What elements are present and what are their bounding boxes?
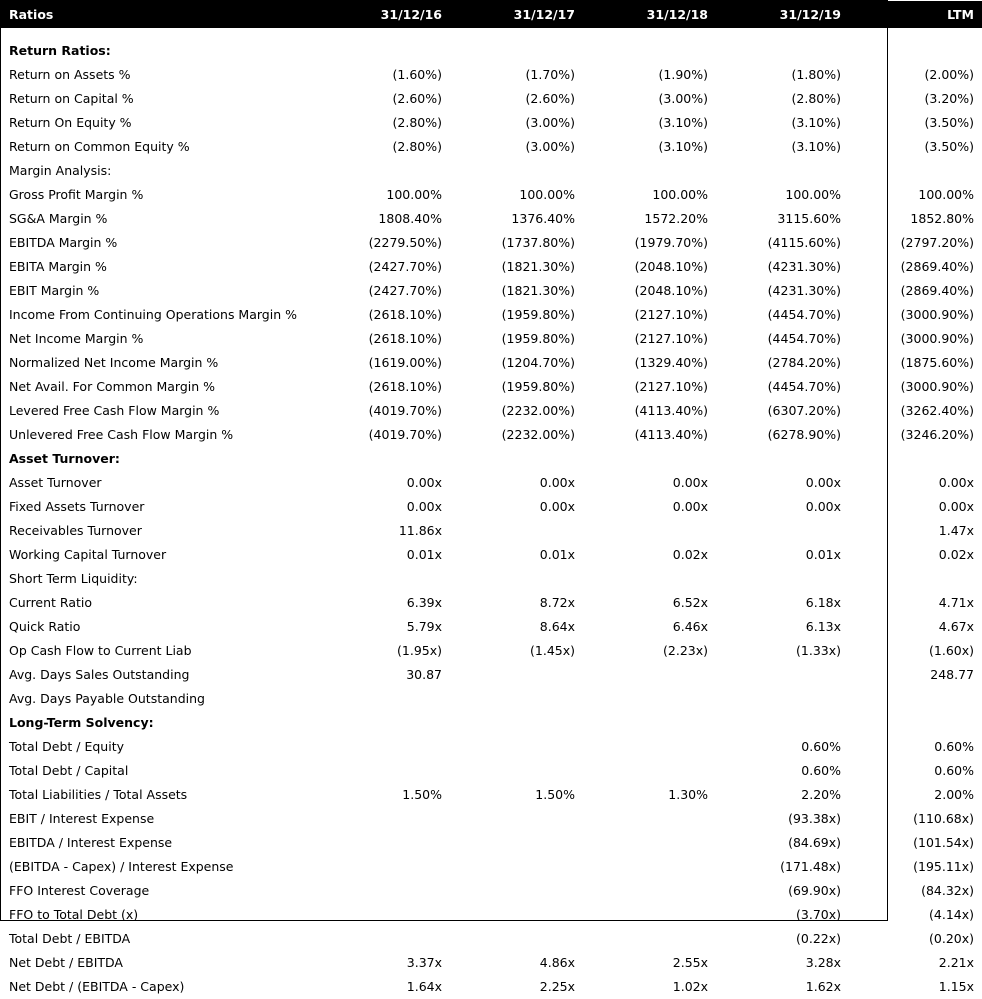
table-row [1, 519, 982, 543]
row-value [317, 831, 450, 855]
row-value: 100.00% [519, 187, 575, 202]
row-value: (2797.20%) [900, 235, 974, 250]
row-value: (1.95x) [397, 643, 442, 658]
row-value: (2869.40%) [900, 259, 974, 274]
table-row [1, 951, 982, 975]
table-row [1, 159, 982, 183]
row-value [317, 903, 450, 927]
table-row [1, 375, 982, 399]
row-value [450, 903, 583, 927]
row-value [849, 447, 982, 471]
row-value: (6307.20%) [767, 403, 841, 418]
row-value [317, 687, 450, 711]
row-value: 1.50% [402, 787, 442, 802]
row-value: (84.69x) [788, 835, 841, 850]
table-row [1, 807, 982, 831]
row-value: (3.00%) [658, 91, 708, 106]
row-label: Asset Turnover: [9, 451, 120, 466]
row-value [583, 711, 716, 735]
row-value: (2784.20%) [767, 355, 841, 370]
row-value: (1875.60%) [900, 355, 974, 370]
row-label: Return on Assets % [9, 67, 131, 82]
row-value: (2.60%) [525, 91, 575, 106]
row-value [583, 567, 716, 591]
row-value [450, 519, 583, 543]
table-row [1, 687, 982, 711]
row-value: (4231.30%) [767, 283, 841, 298]
row-value: (3.10%) [658, 115, 708, 130]
row-value: (171.48x) [780, 859, 841, 874]
row-value [450, 759, 583, 783]
row-value: (1821.30%) [501, 283, 575, 298]
row-value: (0.22x) [796, 931, 841, 946]
row-value: 11.86x [398, 523, 442, 538]
row-value [583, 903, 716, 927]
row-label: Long-Term Solvency: [9, 715, 154, 730]
column-header-period-2: 31/12/17 [450, 1, 583, 28]
row-value [583, 927, 716, 951]
row-value: 2.20% [801, 787, 841, 802]
row-value: 1.47x [938, 523, 974, 538]
row-value: 0.00x [805, 499, 841, 514]
row-value: 0.60% [801, 763, 841, 778]
row-value: (1.70%) [525, 67, 575, 82]
row-value: 0.60% [934, 739, 974, 754]
row-label: Working Capital Turnover [9, 547, 167, 562]
row-label: Return on Common Equity % [9, 139, 190, 154]
row-value [317, 711, 450, 735]
row-label: Total Debt / Capital [9, 763, 129, 778]
table-row [1, 255, 982, 279]
row-value: 6.18x [805, 595, 841, 610]
row-value: 100.00% [785, 187, 841, 202]
column-header-period-4: 31/12/19 [716, 1, 849, 28]
row-value: 100.00% [918, 187, 974, 202]
row-value: 0.01x [406, 547, 442, 562]
row-value: 0.00x [539, 499, 575, 514]
row-value: 100.00% [652, 187, 708, 202]
row-value: 0.00x [406, 475, 442, 490]
row-value: (3262.40%) [900, 403, 974, 418]
row-value [583, 879, 716, 903]
row-value [583, 663, 716, 687]
row-label: Gross Profit Margin % [9, 187, 144, 202]
row-label: EBIT / Interest Expense [9, 811, 155, 826]
row-value: 8.72x [539, 595, 575, 610]
row-value: (2048.10%) [634, 283, 708, 298]
row-value: (3.00%) [525, 115, 575, 130]
row-value: (2869.40%) [900, 283, 974, 298]
row-value [716, 519, 849, 543]
row-value: (1.80%) [791, 67, 841, 82]
row-value: (3.10%) [791, 115, 841, 130]
table-row [1, 903, 982, 927]
row-value: 100.00% [386, 187, 442, 202]
row-value: (1204.70%) [501, 355, 575, 370]
row-value: 3.28x [805, 955, 841, 970]
row-value: (2427.70%) [368, 259, 442, 274]
row-value [716, 447, 849, 471]
row-value [450, 711, 583, 735]
row-value: (4454.70%) [767, 379, 841, 394]
table-spacer-row [1, 28, 982, 39]
row-value: (1329.40%) [634, 355, 708, 370]
row-value: (2.80%) [392, 115, 442, 130]
row-value: 2.21x [938, 955, 974, 970]
row-value: (1737.80%) [501, 235, 575, 250]
row-label: Total Liabilities / Total Assets [9, 787, 188, 802]
table-row [1, 759, 982, 783]
row-value [317, 879, 450, 903]
row-value [716, 687, 849, 711]
row-label: Return On Equity % [9, 115, 132, 130]
row-label: Quick Ratio [9, 619, 81, 634]
row-value [317, 735, 450, 759]
row-value [317, 807, 450, 831]
row-value: 3115.60% [777, 211, 841, 226]
row-value: (3.50%) [924, 115, 974, 130]
row-value [317, 39, 450, 63]
row-label: FFO to Total Debt (x) [9, 907, 139, 922]
row-value: (1.60%) [392, 67, 442, 82]
row-label: (EBITDA - Capex) / Interest Expense [9, 859, 234, 874]
table-row [1, 495, 982, 519]
row-value [583, 807, 716, 831]
row-value: (2279.50%) [368, 235, 442, 250]
table-row [1, 663, 982, 687]
row-value [583, 39, 716, 63]
row-value: 0.02x [672, 547, 708, 562]
row-value: 4.71x [938, 595, 974, 610]
row-value: 1852.80% [910, 211, 974, 226]
row-value [583, 447, 716, 471]
row-value [450, 663, 583, 687]
table-row [1, 303, 982, 327]
row-value: (3.50%) [924, 139, 974, 154]
row-value [716, 711, 849, 735]
column-header-ltm: LTM [849, 1, 982, 28]
row-value [849, 39, 982, 63]
row-value [450, 687, 583, 711]
row-label: Net Income Margin % [9, 331, 144, 346]
row-value [583, 687, 716, 711]
row-value: (2.80%) [791, 91, 841, 106]
row-label: Total Debt / Equity [9, 739, 125, 754]
table-row [1, 639, 982, 663]
row-value [317, 447, 450, 471]
row-value [849, 159, 982, 183]
ratios-table [1, 1, 982, 999]
table-row [1, 423, 982, 447]
row-value: 6.46x [672, 619, 708, 634]
row-value: 1376.40% [511, 211, 575, 226]
row-value [583, 735, 716, 759]
row-value: (2127.10%) [634, 379, 708, 394]
row-value: (1.60x) [929, 643, 974, 658]
row-value: 1.02x [672, 979, 708, 994]
row-value: 248.77 [930, 667, 974, 682]
row-value: 4.86x [539, 955, 575, 970]
row-value: (1959.80%) [501, 307, 575, 322]
row-label: Total Debt / EBITDA [9, 931, 131, 946]
row-value [450, 159, 583, 183]
row-value: 0.01x [539, 547, 575, 562]
row-label: EBITDA Margin % [9, 235, 118, 250]
row-value [317, 567, 450, 591]
row-value: (1959.80%) [501, 331, 575, 346]
table-row [1, 567, 982, 591]
row-value [317, 927, 450, 951]
row-value: 1.64x [406, 979, 442, 994]
row-value: 0.02x [938, 547, 974, 562]
row-value: (3000.90%) [900, 331, 974, 346]
row-value: (2232.00%) [501, 403, 575, 418]
row-value: 6.52x [672, 595, 708, 610]
row-value: (1.45x) [530, 643, 575, 658]
table-row [1, 279, 982, 303]
row-value: (4019.70%) [368, 403, 442, 418]
table-row [1, 975, 982, 999]
row-value: 0.00x [938, 499, 974, 514]
row-label: Net Debt / EBITDA [9, 955, 123, 970]
row-value: (1.90%) [658, 67, 708, 82]
row-value [849, 567, 982, 591]
row-value: 1572.20% [644, 211, 708, 226]
row-value: (3000.90%) [900, 307, 974, 322]
row-value: (110.68x) [913, 811, 974, 826]
row-value: (1619.00%) [368, 355, 442, 370]
row-value: (2127.10%) [634, 307, 708, 322]
row-value [450, 855, 583, 879]
row-value: (3000.90%) [900, 379, 974, 394]
row-value: (69.90x) [788, 883, 841, 898]
row-value: (2232.00%) [501, 427, 575, 442]
row-value: 6.13x [805, 619, 841, 634]
table-row [1, 855, 982, 879]
row-value [716, 663, 849, 687]
table-row [1, 543, 982, 567]
row-value: 0.01x [805, 547, 841, 562]
row-value: 0.60% [934, 763, 974, 778]
row-value: 30.87 [406, 667, 442, 682]
row-label: Return on Capital % [9, 91, 134, 106]
row-value [583, 831, 716, 855]
row-value: (2.00%) [924, 67, 974, 82]
row-value: (3246.20%) [900, 427, 974, 442]
row-value: 0.00x [938, 475, 974, 490]
row-value: 1.15x [938, 979, 974, 994]
row-value: (1959.80%) [501, 379, 575, 394]
row-value [583, 159, 716, 183]
row-value: (6278.90%) [767, 427, 841, 442]
row-value: (4115.60%) [767, 235, 841, 250]
row-label: Receivables Turnover [9, 523, 142, 538]
row-value: 1.62x [805, 979, 841, 994]
row-value: (3.10%) [658, 139, 708, 154]
table-row [1, 111, 982, 135]
table-row [1, 471, 982, 495]
row-value: (2618.10%) [368, 307, 442, 322]
row-value [450, 807, 583, 831]
row-label: Normalized Net Income Margin % [9, 355, 219, 370]
row-value [583, 759, 716, 783]
row-value: (2618.10%) [368, 379, 442, 394]
row-value [450, 927, 583, 951]
row-value: (2427.70%) [368, 283, 442, 298]
row-label: Asset Turnover [9, 475, 102, 490]
table-row [1, 39, 982, 63]
row-value: 0.00x [406, 499, 442, 514]
row-value: (4113.40%) [634, 427, 708, 442]
row-value: (2.60%) [392, 91, 442, 106]
row-value [849, 711, 982, 735]
table-row [1, 87, 982, 111]
row-label: Levered Free Cash Flow Margin % [9, 403, 220, 418]
table-row [1, 399, 982, 423]
row-value [317, 759, 450, 783]
row-value: 5.79x [406, 619, 442, 634]
row-value [450, 879, 583, 903]
row-value [450, 735, 583, 759]
row-value: (2127.10%) [634, 331, 708, 346]
row-value: 2.55x [672, 955, 708, 970]
row-value: (2.23x) [663, 643, 708, 658]
row-label: FFO Interest Coverage [9, 883, 150, 898]
row-label: Op Cash Flow to Current Liab [9, 643, 192, 658]
row-value: 8.64x [539, 619, 575, 634]
row-label: EBITA Margin % [9, 259, 107, 274]
table-row [1, 783, 982, 807]
row-value: (2048.10%) [634, 259, 708, 274]
row-value: (4.14x) [929, 907, 974, 922]
row-value [450, 831, 583, 855]
column-header-period-1: 31/12/16 [317, 1, 450, 28]
table-row [1, 447, 982, 471]
row-value [450, 39, 583, 63]
row-value [583, 855, 716, 879]
row-value: (4454.70%) [767, 307, 841, 322]
column-header-period-3: 31/12/18 [583, 1, 716, 28]
table-row [1, 711, 982, 735]
table-row [1, 927, 982, 951]
table-body [1, 28, 982, 999]
row-value [317, 855, 450, 879]
row-value: (93.38x) [788, 811, 841, 826]
row-label: Avg. Days Payable Outstanding [9, 691, 205, 706]
row-value [450, 447, 583, 471]
row-label: Return Ratios: [9, 43, 111, 58]
table-row [1, 591, 982, 615]
row-label: Current Ratio [9, 595, 93, 610]
row-label: Avg. Days Sales Outstanding [9, 667, 190, 682]
row-value: 0.60% [801, 739, 841, 754]
table-header [1, 1, 982, 28]
row-value: (4454.70%) [767, 331, 841, 346]
row-value: (0.20x) [929, 931, 974, 946]
table-row [1, 207, 982, 231]
row-value: (195.11x) [913, 859, 974, 874]
row-value: (2.80%) [392, 139, 442, 154]
row-value: (101.54x) [913, 835, 974, 850]
table-row [1, 735, 982, 759]
row-value: (1979.70%) [634, 235, 708, 250]
row-label: EBITDA / Interest Expense [9, 835, 173, 850]
table-spacer-cell [1, 28, 982, 39]
table-row [1, 135, 982, 159]
row-value: 4.67x [938, 619, 974, 634]
table-row [1, 183, 982, 207]
row-value: 2.00% [934, 787, 974, 802]
table-row [1, 879, 982, 903]
row-value [716, 159, 849, 183]
row-label: Net Avail. For Common Margin % [9, 379, 216, 394]
header-row [1, 1, 982, 28]
row-label: Fixed Assets Turnover [9, 499, 145, 514]
row-value: (3.10%) [791, 139, 841, 154]
row-value [849, 687, 982, 711]
row-value: (3.20%) [924, 91, 974, 106]
column-header-ratios: Ratios [1, 1, 317, 28]
row-label: SG&A Margin % [9, 211, 108, 226]
row-label: Margin Analysis: [9, 163, 112, 178]
row-value: (3.70x) [796, 907, 841, 922]
row-label: Unlevered Free Cash Flow Margin % [9, 427, 234, 442]
row-value: 0.00x [672, 475, 708, 490]
table-row [1, 831, 982, 855]
row-value: 2.25x [539, 979, 575, 994]
row-value: (1.33x) [796, 643, 841, 658]
row-value: (4019.70%) [368, 427, 442, 442]
table-row [1, 351, 982, 375]
row-label: Short Term Liquidity: [9, 571, 138, 586]
row-value: (1821.30%) [501, 259, 575, 274]
table-row [1, 615, 982, 639]
row-value [450, 567, 583, 591]
row-label: EBIT Margin % [9, 283, 100, 298]
row-value: 1.30% [668, 787, 708, 802]
table-row [1, 63, 982, 87]
row-label: Net Debt / (EBITDA - Capex) [9, 979, 185, 994]
row-value [716, 567, 849, 591]
row-value: (2618.10%) [368, 331, 442, 346]
row-value: 1808.40% [378, 211, 442, 226]
row-value: 1.50% [535, 787, 575, 802]
row-value: (4113.40%) [634, 403, 708, 418]
row-value: 6.39x [406, 595, 442, 610]
table-row [1, 327, 982, 351]
row-value: (3.00%) [525, 139, 575, 154]
row-value: 0.00x [672, 499, 708, 514]
row-value: 3.37x [406, 955, 442, 970]
table-row [1, 231, 982, 255]
row-label: Income From Continuing Operations Margin % [9, 307, 297, 322]
row-value [583, 519, 716, 543]
row-value: 0.00x [805, 475, 841, 490]
row-value [716, 39, 849, 63]
row-value: 0.00x [539, 475, 575, 490]
row-value: (4231.30%) [767, 259, 841, 274]
row-value: (84.32x) [921, 883, 974, 898]
row-value [317, 159, 450, 183]
